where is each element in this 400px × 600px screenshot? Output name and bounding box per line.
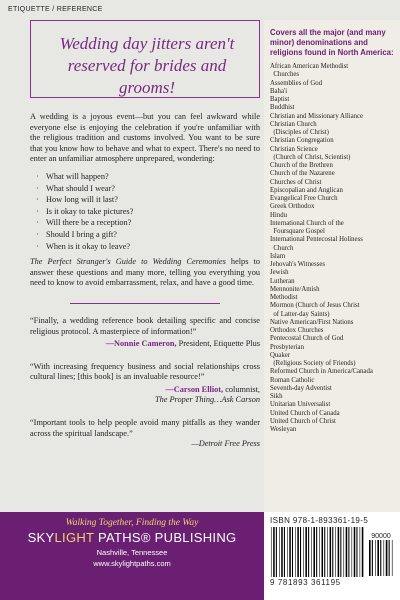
back-cover-copy	[30, 20, 260, 450]
publisher-url: www.skylightpaths.com	[93, 559, 171, 568]
question-item: · Should I bring a gift?	[36, 229, 117, 239]
barcode-bar	[316, 527, 317, 577]
denomination-item: Christian Science	[270, 145, 318, 153]
barcode-bar	[372, 540, 373, 576]
barcode-bar	[308, 527, 309, 577]
denomination-item: Reformed Church in America/Canada	[270, 368, 373, 376]
denomination-item: Roman Catholic	[270, 376, 315, 384]
addon-barcode-bars	[368, 540, 394, 576]
question-item: · Is it okay to take pictures?	[36, 206, 134, 216]
barcode-box	[264, 512, 400, 600]
barcode-bar	[386, 540, 388, 576]
review-source: The Proper Thing…Ask Carson	[154, 395, 260, 405]
barcode-bar	[338, 527, 340, 577]
barcode-bar	[311, 527, 312, 577]
barcode-bar	[380, 540, 381, 576]
denomination-item: Unitarian Universalist	[270, 401, 331, 409]
denomination-item: Lutheran	[270, 277, 295, 285]
barcode-bar	[389, 540, 390, 576]
barcode-bar	[335, 527, 336, 577]
denomination-item: Hindu	[270, 211, 287, 219]
barcode-bar	[289, 527, 291, 577]
denomination-item: Evangelical Free Church	[270, 195, 338, 202]
price-code: 90000	[371, 533, 391, 540]
denomination-item: Mormon (Church of Jesus Christ	[270, 302, 360, 310]
barcode-bar	[360, 527, 361, 577]
headline: Wedding day jitters aren't reserved for brides and grooms!	[59, 34, 235, 97]
denomination-item: Churches of Christ	[270, 178, 322, 186]
intro-paragraph: A wedding is a joyous event—but you can feel awkward while everyone else is enjoying the celebration if you're unfamiliar with the religious tradition and customs involved. You want to be sure that you know how to behave and what to expect. There's no need to enter an unfamiliar atmosphere unprepared, wondering:	[30, 112, 260, 164]
denomination-item: Seventh-day Adventist	[270, 384, 332, 392]
denomination-item: International Church of the	[270, 219, 344, 227]
book-title: The Perfect Stranger's Guide to Wedding Ceremonies	[30, 257, 226, 267]
denominations-panel	[264, 20, 400, 540]
question-item: · Will there be a reception?	[36, 218, 132, 228]
barcode-bar	[354, 527, 356, 577]
barcode-bar	[284, 527, 285, 577]
headline-box	[30, 20, 260, 98]
barcode-bar	[276, 527, 277, 577]
denomination-item: Wesleyan	[270, 426, 297, 433]
question-item: · How long will it last?	[36, 195, 118, 205]
barcode-bar	[369, 540, 371, 576]
denomination-item: Native American/First Nations	[270, 318, 354, 326]
question-item: · What should I wear?	[36, 183, 115, 193]
denomination-item: Churches	[270, 71, 300, 79]
denomination-item: Christian and Missionary Alliance	[270, 112, 364, 120]
denomination-item: United Church of Canada	[270, 409, 340, 417]
denomination-item: Foursquare Gospel	[270, 228, 325, 235]
publisher-logo: SKYLIGHT PATHS® PUBLISHING	[27, 530, 237, 545]
denomination-item: Church	[270, 244, 294, 252]
review-attribution: —Carson Elliot, columnist,	[165, 384, 260, 394]
barcode-bar	[348, 527, 349, 577]
denomination-item: Jewish	[270, 269, 289, 277]
denomination-item: Quaker	[270, 351, 291, 359]
denomination-item: Christian Congregation	[270, 137, 334, 145]
denomination-item: Church of the Brethren	[270, 162, 333, 169]
barcode-bar	[297, 527, 299, 577]
barcode-bar	[292, 527, 293, 577]
denomination-item: Presbyterian	[270, 343, 304, 351]
denomination-item: Jehovah's Witnesses	[270, 261, 326, 268]
denomination-item: Methodist	[270, 294, 298, 301]
barcode-bar	[330, 527, 332, 577]
barcode-digits: 9 781893 361195	[270, 578, 341, 587]
barcode-bar	[340, 527, 341, 577]
denomination-item: (Religious Society of Friends)	[270, 360, 356, 367]
barcode-bar	[295, 527, 296, 577]
barcode-bar	[319, 527, 320, 577]
barcode-bar	[273, 527, 275, 577]
review-quote: “With increasing frequency business and social relationships cross cultural lines; [this book] is an invaluable resource!”	[30, 361, 260, 382]
barcode-bar	[362, 527, 364, 577]
denomination-item: Baha'i	[270, 87, 288, 95]
barcode-bar	[343, 527, 344, 577]
barcode-bar	[356, 527, 357, 577]
barcode-bar	[305, 527, 307, 577]
barcode-bar	[384, 540, 385, 576]
barcode-bar	[322, 527, 324, 577]
denomination-item: Sikh	[270, 393, 283, 400]
denomination-item: Church of the Nazarene	[270, 170, 335, 178]
divider	[70, 303, 220, 304]
review-quote: “Finally, a wedding reference book detailing specific and concise religious protocol. A masterpiece of information!”	[30, 315, 260, 336]
barcode-bar	[300, 527, 301, 577]
barcode-bar	[346, 527, 348, 577]
barcode-bar	[303, 527, 304, 577]
denomination-item: Islam	[270, 252, 286, 260]
barcode-bar	[375, 540, 376, 576]
review-attribution: —Nonnie Cameron, President, Etiquette Plus	[105, 339, 260, 349]
denomination-item: Mennonite/Amish	[270, 285, 320, 293]
denomination-item: Assemblies of God	[270, 79, 323, 87]
barcode-bar	[279, 527, 280, 577]
denomination-item: African American Methodist	[270, 63, 349, 70]
barcode-bar	[392, 540, 393, 576]
denomination-item: Orthodox Churches	[270, 327, 324, 334]
denomination-item: Greek Orthodox	[270, 203, 315, 211]
barcode-bar	[313, 527, 315, 577]
barcode-bars	[270, 527, 364, 577]
barcode-bar	[324, 527, 325, 577]
denominations-list	[270, 63, 394, 434]
denomination-item: Christian Church	[270, 120, 317, 128]
publisher-footer	[0, 512, 264, 600]
barcode-bar	[352, 527, 353, 577]
publisher-city: Nashville, Tennessee	[96, 548, 168, 557]
denomination-item: of Latter-day Saints)	[270, 310, 330, 318]
promo-paragraph: The Perfect Stranger's Guide to Wedding Ceremonies helps to answer these questions and many more, telling you everything you need to know to avoid embarrassment, relax, and have a good time.	[30, 257, 260, 288]
barcode-bar	[281, 527, 283, 577]
publisher-tagline: Walking Together, Finding the Way	[65, 518, 199, 528]
denomination-item: Episcopalian and Anglican	[270, 186, 343, 194]
barcode-bar	[271, 527, 272, 577]
review-quote: “Important tools to help people avoid many pitfalls as they wander across the spiritual landscape.”	[30, 418, 260, 438]
barcode-bar	[287, 527, 288, 577]
question-item: · What will happen?	[36, 171, 109, 181]
review-source: —Detroit Free Press	[191, 439, 260, 449]
barcode-bar	[332, 527, 333, 577]
question-list	[30, 171, 260, 252]
question-item: · When is it okay to leave?	[36, 241, 131, 251]
denomination-item: Pentecostal Church of God	[270, 335, 344, 343]
barcode-bar	[327, 527, 328, 577]
category-label: ETIQUETTE / REFERENCE	[8, 6, 103, 13]
denominations-heading: Covers all the major (and many minor) denominations and religions found in North America:	[270, 28, 394, 57]
denomination-item: Buddhist	[270, 104, 295, 112]
isbn-number: ISBN 978-1-893361-19-5	[270, 516, 369, 525]
denomination-item: (Disciples of Christ)	[270, 129, 329, 136]
denomination-item: (Church of Christ, Scientist)	[270, 153, 351, 161]
barcode-bar	[377, 540, 379, 576]
denomination-item: United Church of Christ	[270, 417, 336, 425]
denomination-item: International Pentecostal Holiness	[270, 236, 363, 244]
denomination-item: Baptist	[270, 96, 290, 103]
